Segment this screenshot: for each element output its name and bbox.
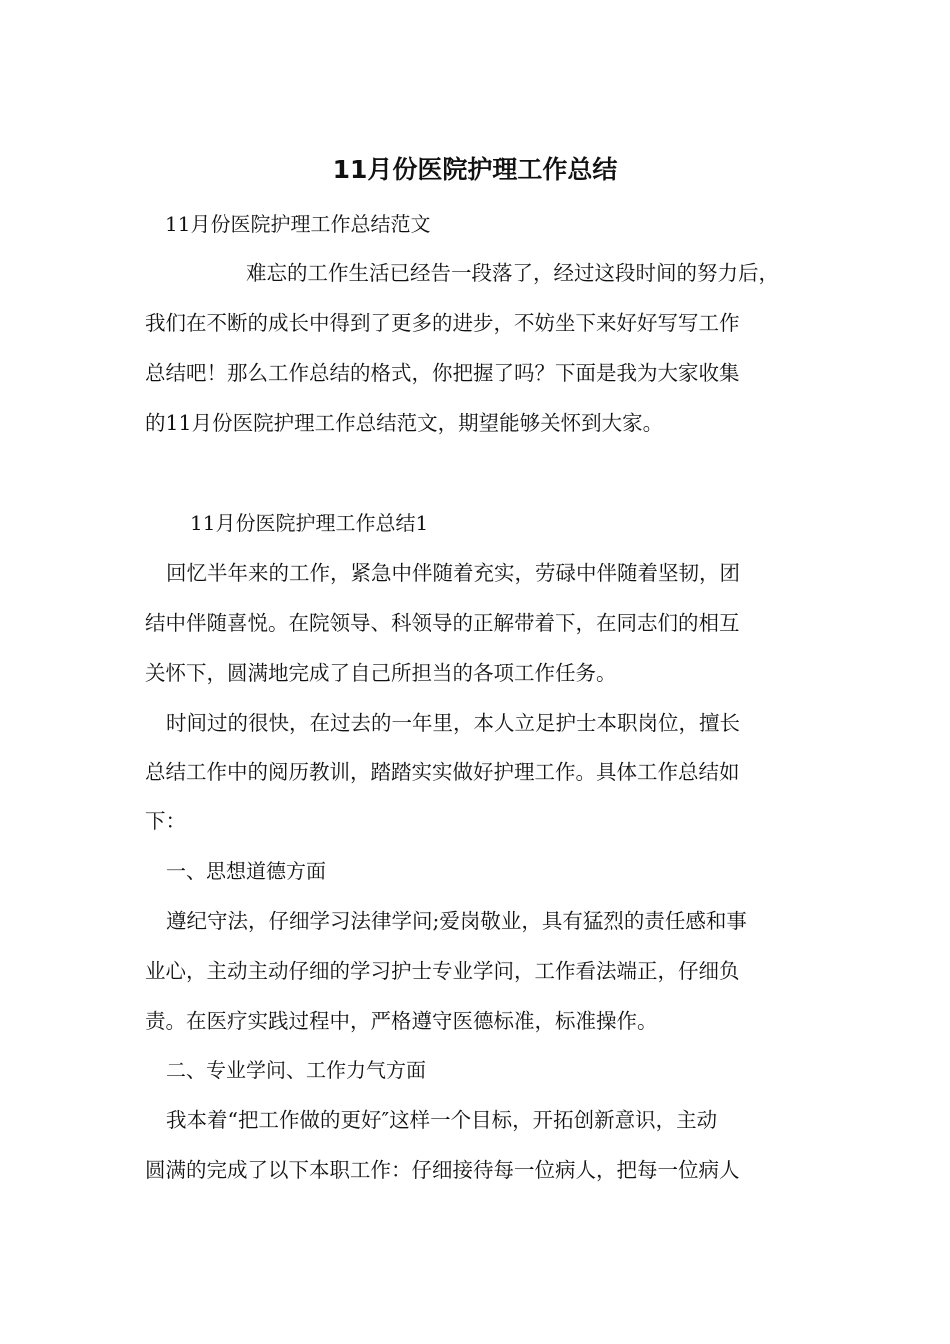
paragraph-line: 时间过的很快，在过去的一年里，本人立足护士本职岗位，擅长 — [166, 711, 740, 735]
intro-line: 难忘的工作生活已经告一段落了，经过这段时间的努力后， — [246, 261, 779, 285]
paragraph-line: 责。在医疗实践过程中，严格遵守医德标准，标准操作。 — [145, 1009, 658, 1033]
intro-line: 我们在不断的成长中得到了更多的进步，不妨坐下来好好写写工作 — [145, 311, 740, 335]
document-subtitle: 11月份医院护理工作总结范文 — [165, 212, 431, 236]
paragraph-line: 回忆半年来的工作，紧急中伴随着充实，劳碌中伴随着坚韧，团 — [166, 561, 740, 585]
intro-line: 的11月份医院护理工作总结范文，期望能够关怀到大家。 — [145, 411, 664, 435]
paragraph-line: 下： — [145, 809, 186, 833]
intro-line: 总结吧！那么工作总结的格式，你把握了吗？下面是我为大家收集 — [145, 361, 740, 385]
paragraph-line: 我本着“把工作做的更好″这样一个目标，开拓创新意识，主动 — [166, 1108, 718, 1132]
section-heading: 11月份医院护理工作总结1 — [190, 511, 429, 535]
paragraph-line: 业心，主动主动仔细的学习护士专业学问，工作看法端正，仔细负 — [145, 959, 740, 983]
paragraph-line: 遵纪守法，仔细学习法律学问;爱岗敬业，具有猛烈的责任感和事 — [166, 909, 747, 933]
paragraph-line: 关怀下，圆满地完成了自己所担当的各项工作任务。 — [145, 661, 617, 685]
subsection-heading: 一、思想道德方面 — [166, 859, 326, 883]
paragraph-line: 结中伴随喜悦。在院领导、科领导的正解带着下，在同志们的相互 — [145, 611, 740, 635]
paragraph-line: 圆满的完成了以下本职工作：仔细接待每一位病人，把每一位病人 — [145, 1158, 740, 1182]
paragraph-line: 总结工作中的阅历教训，踏踏实实做好护理工作。具体工作总结如 — [145, 760, 740, 784]
document-title: 11月份医院护理工作总结 — [332, 155, 618, 184]
subsection-heading: 二、专业学问、工作力气方面 — [166, 1058, 426, 1082]
